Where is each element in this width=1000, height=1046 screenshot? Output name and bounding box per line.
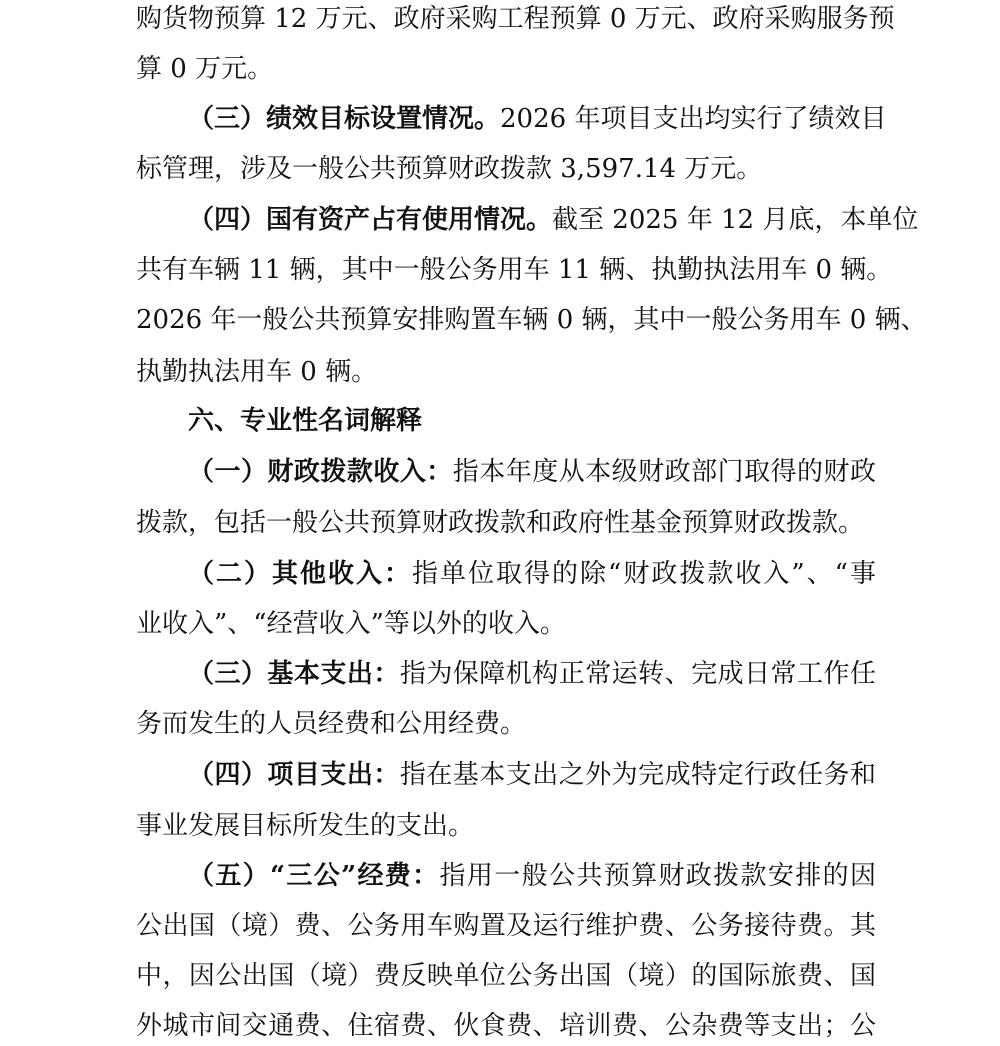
text-line: 购货物预算 12 万元、政府采购工程预算 0 万元、政府采购服务预 [136, 4, 895, 34]
paragraph-heading-line: （三）基本支出：指为保障机构正常运转、完成日常工作任 [188, 659, 876, 689]
text-line: 执勤执法用车 0 辆。 [136, 357, 378, 387]
paragraph-heading-line: （二）其他收入：指单位取得的除“财政拨款收入”、“事 [188, 559, 876, 589]
text-line: 标管理，涉及一般公共预算财政拨款 3,597.14 万元。 [136, 154, 763, 184]
paragraph-heading-line: （三）绩效目标设置情况。2026 年项目支出均实行了绩效目 [188, 104, 887, 134]
text-line: 业收入”、“经营收入”等以外的收入。 [136, 609, 566, 639]
text-line: 务而发生的人员经费和公用经费。 [136, 709, 527, 739]
text-line: 2026 年一般公共预算安排购置车辆 0 辆，其中一般公务用车 0 辆、 [136, 305, 927, 335]
text-line: 中，因公出国（境）费反映单位公务出国（境）的国际旅费、国 [136, 961, 876, 991]
term-heading: （二）其他收入： [188, 559, 413, 589]
text-line: 事业发展目标所发生的支出。 [136, 811, 475, 841]
paragraph-heading: （四）国有资产占有使用情况。 [188, 205, 553, 235]
text-line: 共有车辆 11 辆，其中一般公务用车 11 辆、执勤执法用车 0 辆。 [136, 255, 893, 285]
paragraph-heading-line: （四）国有资产占有使用情况。截至 2025 年 12 月底，本单位 [188, 205, 919, 235]
text-line: 外城市间交通费、住宿费、伙食费、培训费、公杂费等支出；公 [136, 1011, 876, 1041]
paragraph-heading-line: （一）财政拨款收入：指本年度从本级财政部门取得的财政 [188, 457, 876, 487]
paragraph-heading-line: （四）项目支出：指在基本支出之外为完成特定行政任务和 [188, 760, 876, 790]
term-heading: （三）基本支出： [188, 659, 400, 689]
section-heading: 六、专业性名词解释 [188, 406, 423, 436]
text-line: 拨款，包括一般公共预算财政拨款和政府性基金预算财政拨款。 [136, 508, 865, 538]
text-line: 算 0 万元。 [136, 54, 274, 84]
paragraph-heading: （三）绩效目标设置情况。 [188, 104, 501, 134]
paragraph-heading-line: （五）“三公”经费：指用一般公共预算财政拨款安排的因 [188, 861, 876, 891]
term-heading: （一）财政拨款收入： [188, 457, 453, 487]
text-line: 公出国（境）费、公务用车购置及运行维护费、公务接待费。其 [136, 911, 876, 941]
term-heading: （四）项目支出： [188, 760, 400, 790]
term-heading: （五）“三公”经费： [188, 861, 440, 891]
